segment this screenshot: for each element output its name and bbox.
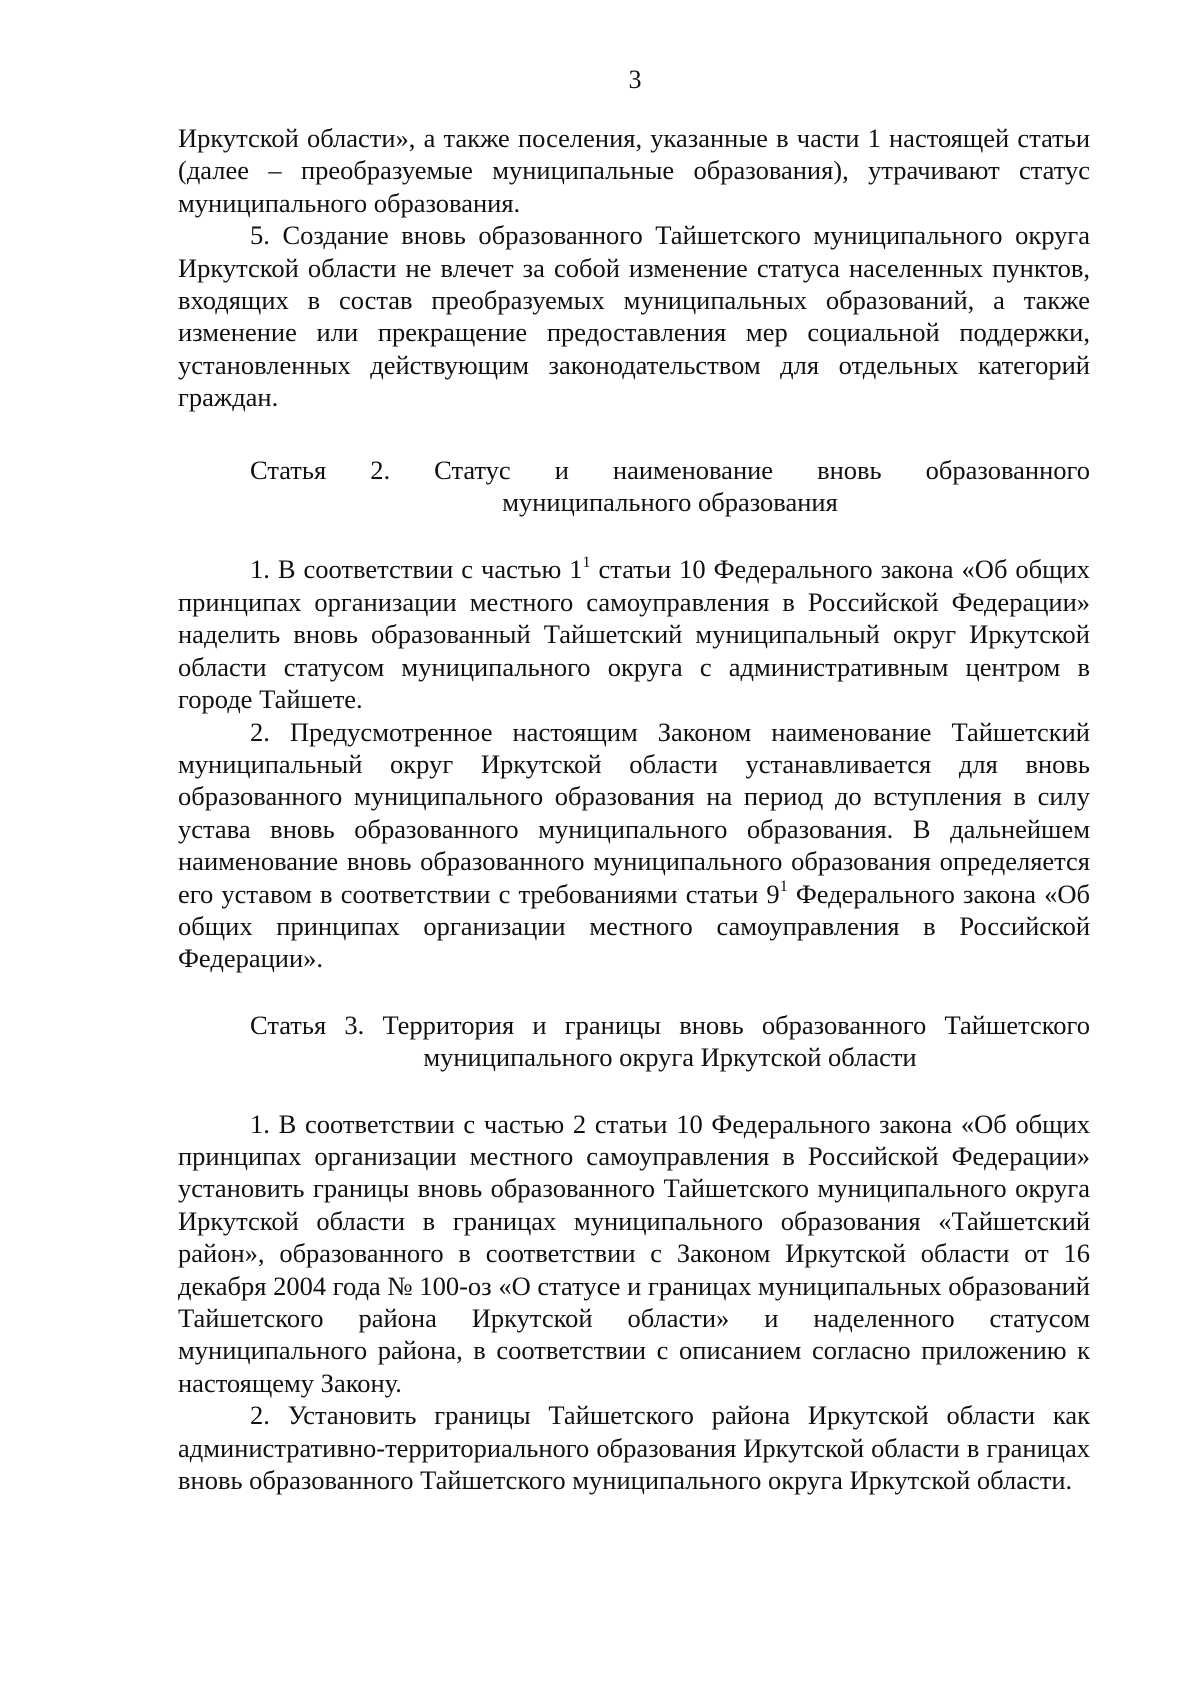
paragraph-continuation: Иркутской области», а также поселения, указанные в части 1 настоящей статьи (далее – преобразуемые муниципальные образования), утрачивают статус муниципального образования. xyxy=(178,123,1090,218)
article-3-heading-line1: Статья 3. Территория и границы вновь образованного Тайшетского xyxy=(250,1009,1090,1040)
article-2-p2-text-a: 2. Предусмотренное настоящим Законом наименование Тайшетский муниципальный округ Иркутской области устанавливается для вновь образованного муниципального образования на период до вступления в силу устава вновь образованного муниципального образования. В дальнейшем наименование вновь образованного муниципального образования определяется его уставом в соответствии с требованиями статьи 9 xyxy=(178,716,1090,909)
article-2-p1-superscript: 1 xyxy=(582,553,591,571)
document-body xyxy=(178,122,1090,1496)
paragraph-5: 5. Создание вновь образованного Тайшетского муниципального округа Иркутской области не влечет за собой изменение статуса населенных пунктов, входящих в состав преобразуемых муниципальных образований, а также изменение или прекращение предоставления мер социальной поддержки, установленных действующим законодательством для отдельных категорий граждан. xyxy=(178,220,1090,413)
article-2-paragraph-1 xyxy=(178,553,1090,715)
article-3-paragraph-1: 1. В соответствии с частью 2 статьи 10 Федерального закона «Об общих принципах организации местного самоуправления в Российской Федерации» установить границы вновь образованного Тайшетского муниципального округа Иркутской области в границах муниципального образования «Тайшетский район», образованного в соответствии с Законом Иркутской области от 16 декабря 2004 года № 100-оз «О статусе и границах муниципальных образований Тайшетского района Иркутской области» и наделенного статусом муниципального района, в соответствии с описанием согласно приложению к настоящему Закону. xyxy=(178,1108,1090,1398)
article-2-heading-line2: муниципального образования xyxy=(502,487,838,518)
article-2-heading-line1: Статья 2. Статус и наименование вновь образованного xyxy=(250,454,1090,485)
article-2-p1-text-a: 1. В соответствии с частью 1 xyxy=(250,554,583,585)
article-2-p2-text-b: Федерального закона «Об общих принципах организации местного самоуправления в Российской Федерации». xyxy=(178,878,1090,974)
article-3-paragraph-2: 2. Установить границы Тайшетского района Иркутской области как административно-территориального образования Иркутской области в границах вновь образованного Тайшетского муниципального округа Иркутской области. xyxy=(178,1400,1090,1496)
article-2-paragraph-2 xyxy=(178,716,1090,975)
page-number: 3 xyxy=(628,65,642,94)
article-3-heading xyxy=(178,1009,1090,1074)
article-2-p1-text-b: статьи 10 Федерального закона «Об общих принципах организации местного самоуправления в Российской Федерации» наделить вновь образованный Тайшетский муниципальный округ Иркутской области статусом муниципального округа с административным центром в городе Тайшете. xyxy=(178,554,1090,715)
article-2-p2-superscript: 1 xyxy=(779,877,788,895)
article-3-heading-line2: муниципального округа Иркутской области xyxy=(423,1042,917,1073)
article-2-heading xyxy=(178,454,1090,519)
